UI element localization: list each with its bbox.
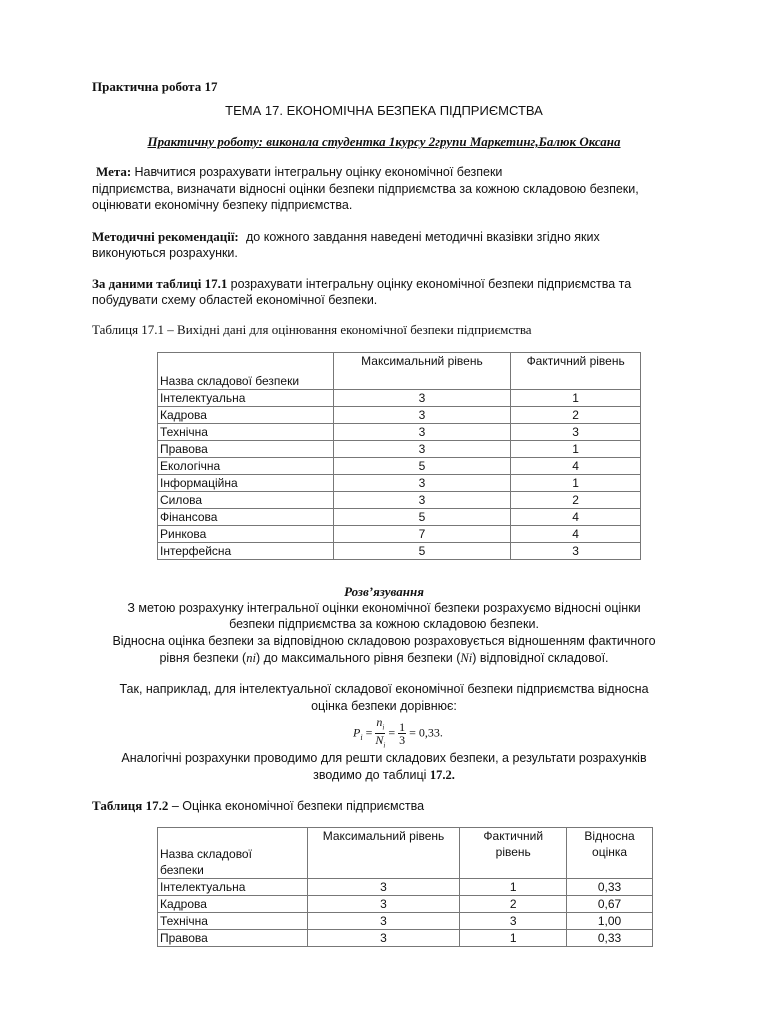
frac2-num: 1 <box>399 720 406 735</box>
p2-text-c: ) відповідної складової. <box>472 651 609 665</box>
formula-eq-2: = <box>388 725 396 740</box>
table1-cell: 3 <box>511 424 641 441</box>
table2-cell: 1 <box>460 879 567 896</box>
table1-cell: Технічна <box>158 424 334 441</box>
solution-p2-line1: Відносна оцінка безпеки за відповідною складовою розраховується відношенням фактичного <box>112 634 656 648</box>
table1-cell: Фінансова <box>158 509 334 526</box>
goal-text-1: Навчитися розрахувати інтегральну оцінку економічної безпеки <box>134 165 503 179</box>
table1-cell: Інтелектуальна <box>158 390 334 407</box>
table2-row <box>158 930 653 947</box>
table1-row <box>158 492 641 509</box>
task-line-1 <box>92 276 631 292</box>
table1-cell: 5 <box>333 509 511 526</box>
formula-result: = 0,33. <box>409 725 443 740</box>
table1-cell: Екологічна <box>158 458 334 475</box>
table1-cell: 1 <box>511 475 641 492</box>
goal-text-2: підприємства, визначати відносні оцінки безпеки підприємства за кожною складовою безпеки, <box>92 182 639 196</box>
frac1-num: n <box>376 715 383 729</box>
table2-header-row <box>158 828 653 879</box>
table2-header-rel-2: оцінка <box>592 845 628 859</box>
table2-header-fact <box>460 828 567 879</box>
table1-row <box>158 543 641 560</box>
task-text-1: розрахувати інтегральну оцінку економічної безпеки підприємства та <box>230 277 632 291</box>
p2-text-a: рівня безпеки ( <box>159 651 247 665</box>
author-line: Практичну роботу: виконала студентка 1курсу 2групи Маркетинг,Балюк Оксана <box>147 134 621 149</box>
table1-cell: 1 <box>511 441 641 458</box>
task-bold: За даними таблиці 17.1 <box>92 276 228 291</box>
table1-header-name: Назва складової безпеки <box>158 353 334 390</box>
goal-label: Мета: <box>96 164 132 179</box>
table1-row <box>158 407 641 424</box>
goal-line-1 <box>96 164 502 180</box>
table1-row <box>158 441 641 458</box>
table1-cell: Ринкова <box>158 526 334 543</box>
table1-cell: Інформаційна <box>158 475 334 492</box>
table1-cell: 3 <box>333 475 511 492</box>
table2-caption-rest: – Оцінка економічної безпеки підприємства <box>168 799 425 813</box>
task-text-2: побудувати схему областей економічної безпеки. <box>92 293 378 307</box>
table1-row <box>158 509 641 526</box>
table2-row <box>158 896 653 913</box>
table2-header-name-1: Назва складової <box>160 847 252 861</box>
table2-cell: 3 <box>307 896 460 913</box>
table2-header-name <box>158 828 308 879</box>
table1-cell: 1 <box>511 390 641 407</box>
solution-p3-line2: оцінка безпеки дорівнює: <box>311 699 457 713</box>
table-17-2 <box>157 827 653 947</box>
solution-p3-line1: Так, наприклад, для інтелектуальної складової економічної безпеки підприємства відносна <box>119 682 649 696</box>
method-text-2: виконуються розрахунки. <box>92 246 238 260</box>
relative-score-formula <box>353 716 443 752</box>
table2-cell: 1 <box>460 930 567 947</box>
table2-header-fact-2: рівень <box>495 845 531 859</box>
table2-cell: 0,67 <box>567 896 653 913</box>
p4-text-a: зводимо до таблиці <box>313 768 430 782</box>
table2-cell: Технічна <box>158 913 308 930</box>
table1-cell: 3 <box>333 390 511 407</box>
solution-p1-line2: безпеки підприємства за кожною складовою безпеки. <box>229 617 539 631</box>
formula-lhs-sub: i <box>360 733 363 743</box>
method-line-1 <box>92 229 600 245</box>
solution-p2-line2 <box>0 651 768 666</box>
table-17-1 <box>157 352 641 560</box>
solution-p1-line1: З метою розрахунку інтегральної оцінки економічної безпеки розрахуємо відносні оцінки <box>127 601 641 615</box>
table1-row <box>158 390 641 407</box>
method-text-1: до кожного завдання наведені методичні вказівки згідно яких <box>246 230 600 244</box>
table2-cell: Кадрова <box>158 896 308 913</box>
table1-cell: Силова <box>158 492 334 509</box>
table2-cell: 3 <box>307 913 460 930</box>
frac1-num-sub: i <box>382 723 385 732</box>
goal-text-3: оцінювати економічну безпеку підприємства. <box>92 198 353 212</box>
table1-cell: 3 <box>333 407 511 424</box>
table2-header-rel <box>567 828 653 879</box>
table1-row <box>158 475 641 492</box>
work-heading: Практична робота 17 <box>92 79 218 94</box>
formula-frac-2 <box>398 721 406 746</box>
solution-p4-line2 <box>0 768 768 783</box>
table1-cell: 3 <box>333 441 511 458</box>
formula-lhs: P <box>353 725 361 740</box>
table2-cell: 1,00 <box>567 913 653 930</box>
table2-cell: Інтелектуальна <box>158 879 308 896</box>
table1-cell: 4 <box>511 509 641 526</box>
solution-p4-line1: Аналогічні розрахунки проводимо для решти складових безпеки, а результати розрахунків <box>121 751 647 765</box>
table1-cell: Кадрова <box>158 407 334 424</box>
table2-row <box>158 879 653 896</box>
formula-frac-1 <box>375 716 385 752</box>
solution-title: Розв’язування <box>344 584 424 599</box>
table1-cell: Правова <box>158 441 334 458</box>
frac1-den: N <box>375 733 384 748</box>
formula-eq: = <box>365 725 373 740</box>
table1-cell: 4 <box>511 526 641 543</box>
table2-header-name-2: безпеки <box>160 863 204 877</box>
table1-cell: 2 <box>511 492 641 509</box>
table1-cell: 3 <box>511 543 641 560</box>
table2-cell: 0,33 <box>567 879 653 896</box>
topic-title: ТЕМА 17. ЕКОНОМІЧНА БЕЗПЕКА ПІДПРИЄМСТВА <box>225 103 543 118</box>
table2-cell: 3 <box>307 879 460 896</box>
table1-cell: 7 <box>333 526 511 543</box>
frac2-den: 3 <box>399 733 406 748</box>
table1-row <box>158 526 641 543</box>
Ni-symbol: Ni <box>460 651 473 665</box>
table2-header-fact-1: Фактичний <box>483 829 544 843</box>
table1-header-fact: Фактичний рівень <box>511 353 641 390</box>
table1-cell: 3 <box>333 424 511 441</box>
table1-cell: Інтерфейсна <box>158 543 334 560</box>
table2-cell: Правова <box>158 930 308 947</box>
table1-row <box>158 424 641 441</box>
p2-text-b: ) до максимального рівня безпеки ( <box>255 651 461 665</box>
table2-cell: 3 <box>460 913 567 930</box>
table1-caption: Таблиця 17.1 – Вихідні дані для оцінювання економічної безпеки підприємства <box>92 322 532 337</box>
table1-cell: 2 <box>511 407 641 424</box>
table2-caption <box>92 798 424 814</box>
table2-header-rel-1: Відносна <box>584 829 635 843</box>
ni-symbol: ni <box>246 651 256 665</box>
table2-caption-bold: Таблиця 17.2 <box>92 798 169 813</box>
table2-cell: 3 <box>307 930 460 947</box>
table1-row <box>158 458 641 475</box>
table2-cell: 0,33 <box>567 930 653 947</box>
frac1-den-sub: i <box>383 741 386 750</box>
table1-cell: 4 <box>511 458 641 475</box>
table1-cell: 5 <box>333 458 511 475</box>
table2-header-max: Максимальний рівень <box>307 828 460 879</box>
table2-cell: 2 <box>460 896 567 913</box>
p4-table-ref: 17.2. <box>429 768 455 782</box>
table2-row <box>158 913 653 930</box>
table1-cell: 5 <box>333 543 511 560</box>
table1-cell: 3 <box>333 492 511 509</box>
table1-header-max: Максимальний рівень <box>333 353 511 390</box>
method-label: Методичні рекомендації: <box>92 229 239 244</box>
table1-header-row <box>158 353 641 390</box>
